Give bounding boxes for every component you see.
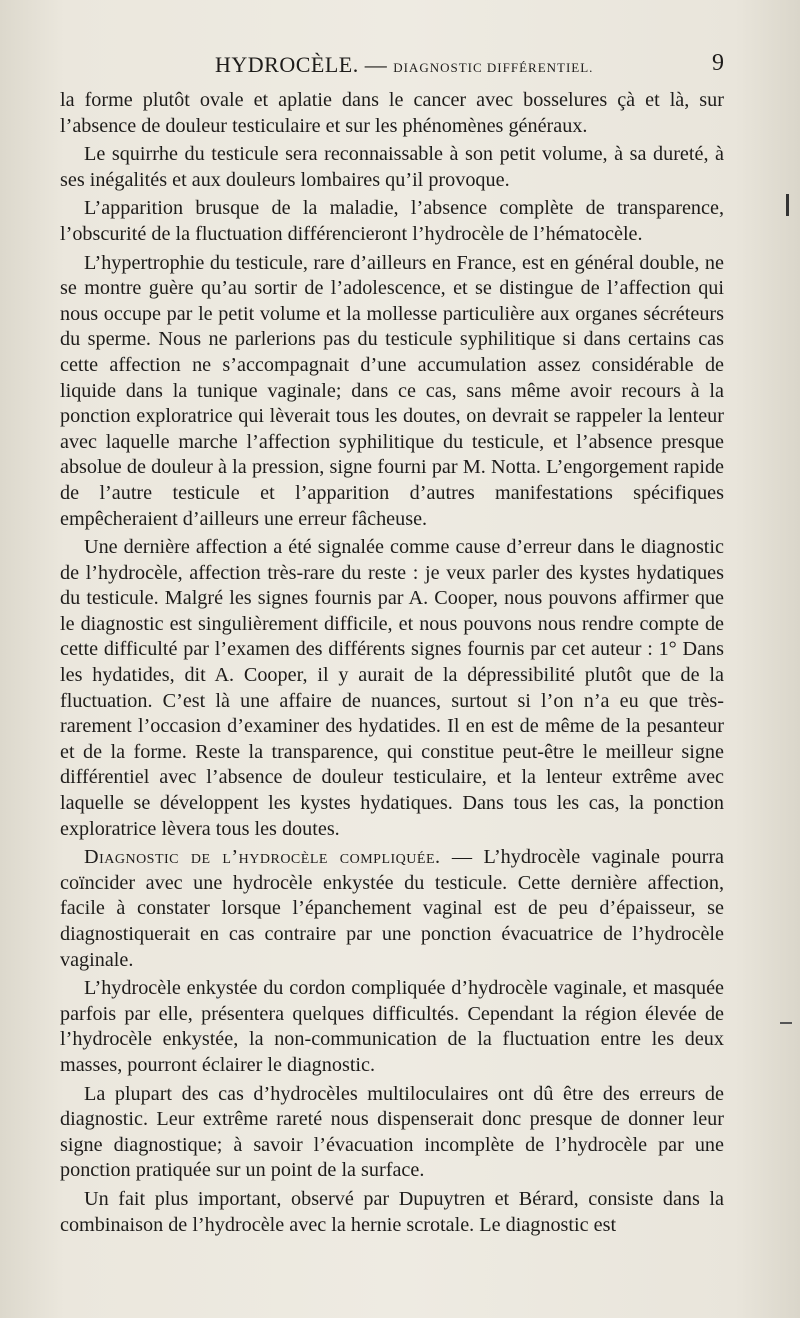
paragraph: Le squirrhe du testicule sera reconnaissable à son petit volume, à sa dureté, à ses inégalités et aux douleurs lombaires qu’il provoque. (60, 143, 724, 191)
paragraph: Un fait plus important, observé par Dupuytren et Bérard, consiste dans la combinaison de l’hydrocèle avec la hernie scrotale. Le diagnostic est (60, 1187, 724, 1236)
paragraph: L’hydrocèle enkystée du cordon compliquée d’hydrocèle vaginale, et masquée parfois par elle, présentera quelques difficultés. Cependant la région élevée de l’hydrocèle enkystée, la non-communication de la fluctuation entre les deux masses, pourront éclairer le diagnostic. (60, 977, 724, 1076)
margin-mark (786, 194, 789, 216)
running-title-separator: — (364, 52, 388, 77)
paragraph: L’hypertrophie du testicule, rare d’ailleurs en France, est en général double, ne se montre guère qu’au sortir de l’adolescence, et se distingue de l’affection qui nous occupe par le petit volume et la mollesse particulière aux organes sécréteurs du sperme. Nous ne parlerions pas du testicule syphilitique si dans certains cas cette affection ne s’accompagnait d’une accumulation assez considérable de liquide dans la tunique vaginale; dans ce cas, sans même avoir recours à la ponction exploratrice qui lèverait tous les doutes, on devrait se rappeler la lenteur avec laquelle marche l’affection syphilitique du testicule, et l’absence presque absolue de douleur à la pression, signe fourni par M. Notta. L’engorgement rapide de l’autre testicule et l’apparition d’autres manifestations spécifiques empêcheraient d’ailleurs une erreur fâcheuse. (60, 251, 724, 530)
paragraph: La plupart des cas d’hydrocèles multiloculaires ont dû être des erreurs de diagnostic. Leur extrême rareté nous dispenserait donc presque de donner leur signe diagnostique; à savoir l’évacuation incomplète de l’hydrocèle par une ponction pratiquée sur un point de la surface. (60, 1082, 724, 1182)
page-number: 9 (712, 50, 724, 76)
page-header (60, 48, 724, 78)
section-lead: L’hydrocèle vaginale pourra coïncider avec une hydrocèle enkystée du testicule. Cette dernière affection, facile à constater lorsque l’épanchement vaginal est de peu d’épaisseur, se diagnostiquerait en cas contraire par une ponction évacuatrice de l’hydrocèle vaginale. (60, 846, 725, 971)
section-heading: Diagnostic de l’hydrocèle compliquée. (84, 846, 441, 869)
section-paragraph (60, 845, 724, 973)
running-title (215, 52, 593, 78)
paragraph: L’apparition brusque de la maladie, l’absence complète de transparence, l’obscurité de la fluctuation différencieront l’hydrocèle de l’hématocèle. (60, 197, 724, 245)
paragraph: la forme plutôt ovale et aplatie dans le cancer avec bosselures çà et là, sur l’absence de douleur testiculaire et sur les phénomènes généraux. (60, 89, 724, 137)
running-title-sub: DIAGNOSTIC DIFFÉRENTIEL. (393, 60, 594, 75)
margin-mark (780, 1022, 792, 1024)
paragraph: Une dernière affection a été signalée comme cause d’erreur dans le diagnostic de l’hydrocèle, affection très-rare du reste : je veux parler des kystes hydatiques du testicule. Malgré les signes fournis par A. Cooper, nous pouvons affirmer que le diagnostic est singulièrement difficile, et nous pouvons nous rendre compte de cette difficulté par l’examen des différents signes fournis par cet auteur : 1° Dans les hydatides, dit A. Cooper, il y aurait de la dépressibilité plutôt que de la fluctuation. C’est là une affaire de nuances, surtout si l’on n’a eu que très-rarement l’occasion d’examiner des hydatides. Il en est de même de la pesanteur et de la forme. Reste la transparence, qui constitue peut-être le meilleur signe différentiel avec l’absence de douleur testiculaire, et la lenteur extrême avec laquelle se développent les kystes hydatiques. Dans tous les cas, la ponction exploratrice lèvera tous les doutes. (60, 536, 724, 840)
section-heading-dash: — (451, 846, 473, 869)
running-title-main: HYDROCÈLE. (215, 52, 359, 77)
body-text (60, 88, 724, 1241)
